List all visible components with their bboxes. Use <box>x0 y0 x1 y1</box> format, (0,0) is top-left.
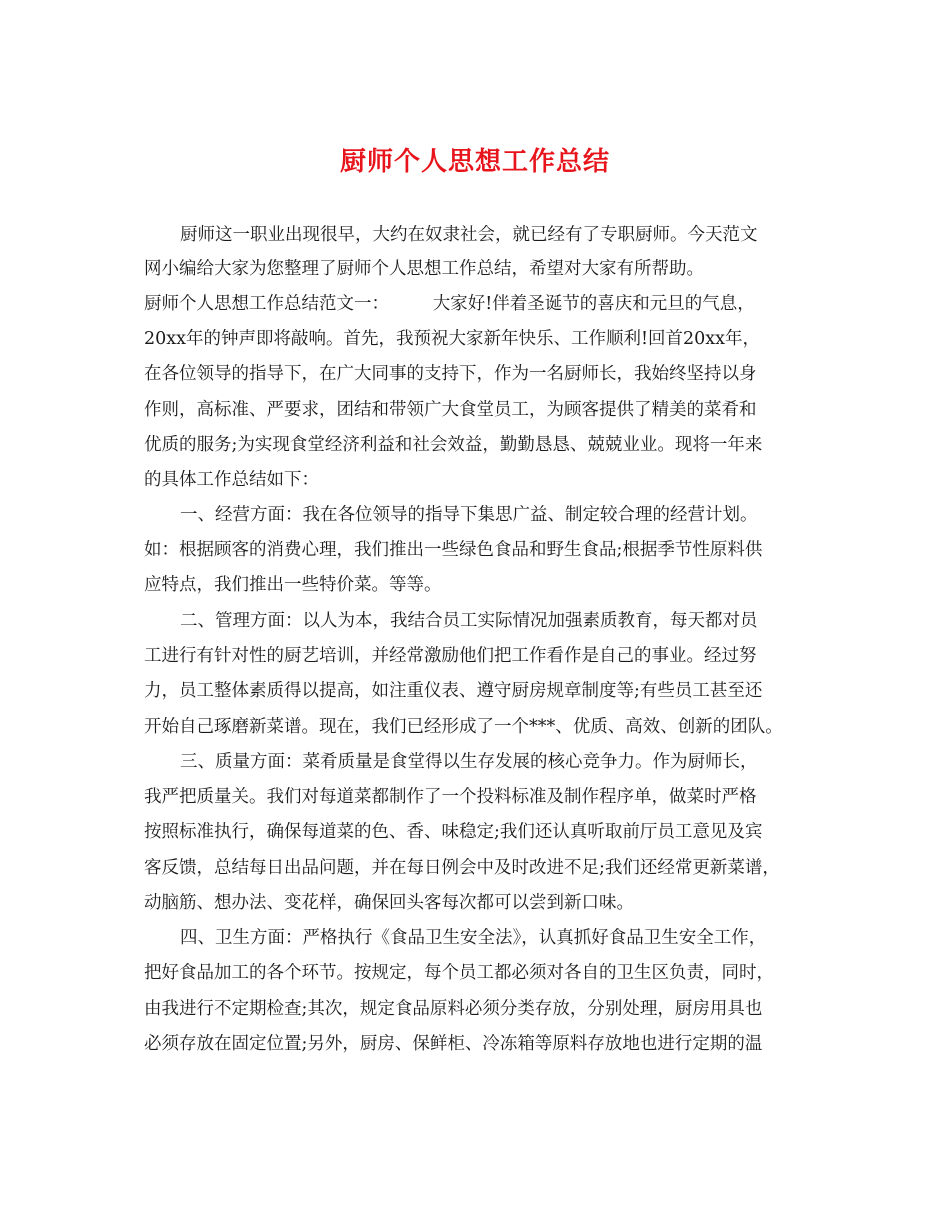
paragraph-line: 力，员工整体素质得以提高，如注重仪表、遵守厨房规章制度等;有些员工甚至还 <box>144 681 763 701</box>
paragraph-line: 工进行有针对性的厨艺培训，并经常激励他们把工作看作是自己的事业。经过努 <box>144 646 757 666</box>
paragraph-line: 我严把质量关。我们对每道菜都制作了一个投料标准及制作程序单，做菜时严格 <box>144 787 757 807</box>
paragraph-line: 动脑筋、想办法、变花样，确保回头客每次都可以尝到新口味。 <box>144 893 634 913</box>
paragraph-line: 一、经营方面：我在各位领导的指导下集思广益、制定较合理的经营计划。 <box>180 505 758 525</box>
paragraph-line: 作则，高标准、严要求，团结和带领广大食堂员工，为顾客提供了精美的菜肴和 <box>144 400 757 420</box>
paragraph-line: 开始自己琢磨新菜谱。现在，我们已经形成了一个***、优质、高效、创新的团队。 <box>144 717 783 737</box>
paragraph-line: 二、管理方面：以人为本，我结合员工实际情况加强素质教育，每天都对员 <box>180 611 758 631</box>
paragraph-line: 客反馈，总结每日出品问题，并在每日例会中及时改进不足;我们还经常更新菜谱， <box>144 858 780 878</box>
paragraph-line: 在各位领导的指导下，在广大同事的支持下，作为一名厨师长，我始终坚持以身 <box>144 364 757 384</box>
paragraph-line: 厨师个人思想工作总结范文一： 大家好!伴着圣诞节的喜庆和元旦的气息， <box>144 294 755 314</box>
paragraph-line: 20xx年的钟声即将敲响。首先，我预祝大家新年快乐、工作顺利!回首20xx年， <box>144 329 761 349</box>
paragraph-line: 应特点，我们推出一些特价菜。等等。 <box>144 575 442 595</box>
paragraph-line: 的具体工作总结如下： <box>144 470 319 490</box>
paragraph-line: 四、卫生方面：严格执行《食品卫生安全法》，认真抓好食品卫生安全工作， <box>180 928 767 948</box>
paragraph-line: 由我进行不定期检查;其次，规定食品原料必须分类存放，分别处理，厨房用具也 <box>144 999 763 1019</box>
document-title: 厨师个人思想工作总结 <box>339 147 610 177</box>
paragraph-line: 必须存放在固定位置;另外，厨房、保鲜柜、冷冻箱等原料存放地也进行定期的温 <box>144 1034 763 1054</box>
paragraph-line: 三、质量方面：菜肴质量是食堂得以生存发展的核心竞争力。作为厨师长， <box>180 752 758 772</box>
paragraph-line: 按照标准执行，确保每道菜的色、香、味稳定;我们还认真听取前厅员工意见及宾 <box>144 822 763 842</box>
paragraph-line: 如：根据顾客的消费心理，我们推出一些绿色食品和野生食品;根据季节性原料供 <box>144 540 763 560</box>
paragraph-line: 把好食品加工的各个环节。按规定，每个员工都必须对各自的卫生区负责，同时， <box>144 963 774 983</box>
paragraph-line: 优质的服务;为实现食堂经济利益和社会效益，勤勤恳恳、兢兢业业。现将一年来 <box>144 435 763 455</box>
paragraph-line: 网小编给大家为您整理了厨师个人思想工作总结，希望对大家有所帮助。 <box>144 259 704 279</box>
paragraph-line: 厨师这一职业出现很早，大约在奴隶社会，就已经有了专职厨师。今天范文 <box>180 225 758 245</box>
